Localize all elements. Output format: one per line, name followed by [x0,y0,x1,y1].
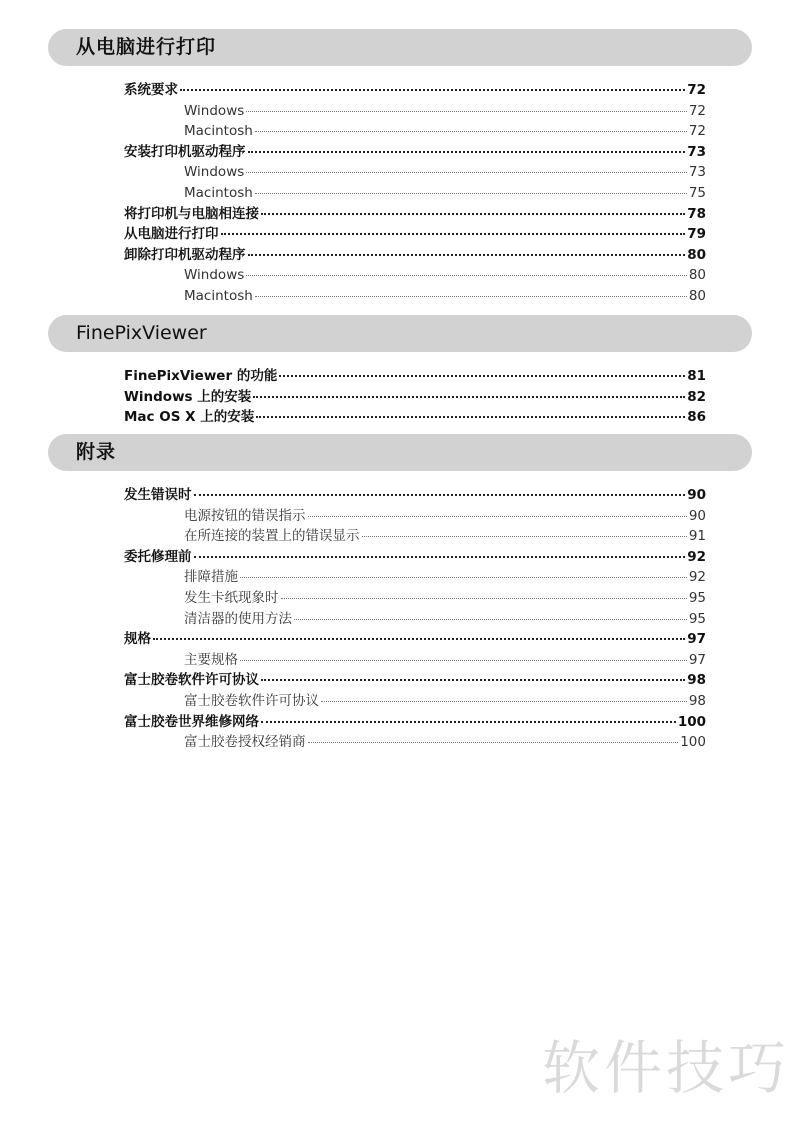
toc-entry-page-number: 86 [687,409,706,426]
toc-entry-label: FinePixViewer 的功能 [124,368,278,384]
toc-entry-page-number: 80 [687,246,706,263]
toc-entry-page-number: 100 [680,734,706,751]
toc-entry-label: Mac OS X 上的安装 [124,409,255,426]
toc-entry-page-number: 98 [688,692,706,709]
dot-leader [261,212,685,215]
section-header-finepixviewer: FinePixViewer [48,315,752,352]
toc-entry-label: 委托修理前 [124,548,192,565]
toc-entry-page-number: 97 [687,631,706,648]
toc-entry-page-number: 72 [687,82,706,98]
dot-leader [255,295,687,297]
toc-subentry[interactable] [124,567,706,588]
toc-entry-page-number: 73 [687,143,706,160]
dot-leader [281,597,687,599]
toc-entry-page-number: 80 [688,287,706,304]
dot-leader [362,535,687,537]
toc-entry[interactable] [124,142,706,163]
toc-subentry[interactable] [124,506,706,527]
dot-leader [308,741,679,743]
toc-entry-label: 富士胶卷授权经销商 [184,734,306,751]
toc-entry-label: 系统要求 [124,82,178,98]
toc-subentry[interactable] [124,650,706,671]
dot-leader [255,130,687,132]
toc-entry[interactable] [124,224,706,245]
dot-leader [248,150,686,153]
toc-entry[interactable] [124,407,706,428]
toc-entry-label: 清洁器的使用方法 [184,610,292,627]
toc-entry-page-number: 82 [687,388,706,405]
toc-entry[interactable] [124,387,706,408]
toc-subentry[interactable] [124,183,706,204]
toc-entry[interactable] [124,712,706,733]
toc-entry-label: 从电脑进行打印 [124,226,219,243]
toc-subentry[interactable] [124,121,706,142]
toc-entry-page-number: 98 [687,672,706,689]
dot-leader [194,493,686,496]
toc-entry-page-number: 95 [688,610,706,627]
toc-entry-page-number: 80 [688,267,706,284]
dot-leader [253,395,685,398]
toc-entry-page-number: 92 [688,569,706,586]
toc-subentry[interactable] [124,588,706,609]
dot-leader [248,253,686,256]
toc-entry[interactable] [124,204,706,225]
toc-entry-label: 安装打印机驱动程序 [124,143,246,160]
toc-entry[interactable] [124,670,706,691]
toc-entry[interactable] [124,547,706,568]
toc-subentry[interactable] [124,265,706,286]
toc-entry-page-number: 91 [688,528,706,545]
dot-leader [246,110,687,112]
section-header-print-from-computer: 从电脑进行打印 [48,29,752,66]
watermark-text: 软件技巧 [541,1034,790,1102]
toc-entry[interactable] [124,80,706,101]
toc-entry-page-number: 81 [687,368,706,384]
toc-entry-label: Windows 上的安装 [124,388,252,405]
toc-subentry[interactable] [124,162,706,183]
dot-leader [240,576,687,578]
toc-section-finepixviewer [124,366,706,428]
dot-leader [256,415,685,418]
toc-subentry[interactable] [124,286,706,307]
toc-entry-page-number: 100 [677,713,706,730]
toc-entry-label: 卸除打印机驱动程序 [124,246,246,263]
toc-entry-page-number: 72 [688,102,706,119]
toc-entry-label: Macintosh [184,287,253,304]
toc-entry-page-number: 73 [688,164,706,181]
toc-entry-label: Macintosh [184,184,253,201]
toc-entry-label: Windows [184,164,245,181]
toc-entry-label: 发生卡纸现象时 [184,589,279,606]
dot-leader [255,192,687,194]
dot-leader [194,555,686,558]
toc-entry[interactable] [124,245,706,266]
toc-entry-label: 富士胶卷软件许可协议 [124,672,259,689]
dot-leader [240,659,687,661]
toc-entry-page-number: 78 [687,205,706,222]
toc-section-print-from-computer [124,80,706,307]
toc-entry-label: 电源按钮的错误指示 [184,507,306,524]
toc-entry[interactable] [124,485,706,506]
toc-entry-label: 富士胶卷世界维修网络 [124,713,259,730]
dot-leader [246,171,687,173]
toc-entry-label: Macintosh [184,123,253,140]
toc-entry-page-number: 79 [687,226,706,243]
toc-entry-page-number: 72 [688,123,706,140]
toc-entry-page-number: 75 [688,184,706,201]
toc-entry-label: 规格 [124,631,151,648]
toc-entry-label: Windows [184,102,245,119]
toc-entry-label: 在所连接的装置上的错误显示 [184,528,360,545]
toc-entry-label: 发生错误时 [124,487,192,503]
toc-entry-page-number: 90 [688,507,706,524]
toc-entry[interactable] [124,629,706,650]
dot-leader [261,720,676,723]
toc-entry-label: 将打印机与电脑相连接 [124,205,259,222]
toc-subentry[interactable] [124,732,706,753]
toc-subentry[interactable] [124,691,706,712]
dot-leader [180,88,685,91]
dot-leader [279,374,685,377]
dot-leader [308,515,687,517]
toc-entry-page-number: 92 [687,548,706,565]
toc-section-appendix [124,485,706,753]
section-header-appendix: 附录 [48,434,752,471]
toc-entry-label: 主要规格 [184,651,238,668]
toc-subentry[interactable] [124,101,706,122]
dot-leader [261,678,685,681]
toc-subentry[interactable] [124,526,706,547]
toc-subentry[interactable] [124,609,706,630]
toc-entry-page-number: 90 [687,487,706,503]
toc-entry[interactable] [124,366,706,387]
dot-leader [221,232,686,235]
dot-leader [294,618,687,620]
dot-leader [246,274,687,276]
dot-leader [321,700,687,702]
toc-entry-label: 排障措施 [184,569,238,586]
toc-entry-page-number: 95 [688,589,706,606]
toc-entry-label: 富士胶卷软件许可协议 [184,692,319,709]
dot-leader [153,637,685,640]
toc-entry-page-number: 97 [688,651,706,668]
toc-entry-label: Windows [184,267,245,284]
